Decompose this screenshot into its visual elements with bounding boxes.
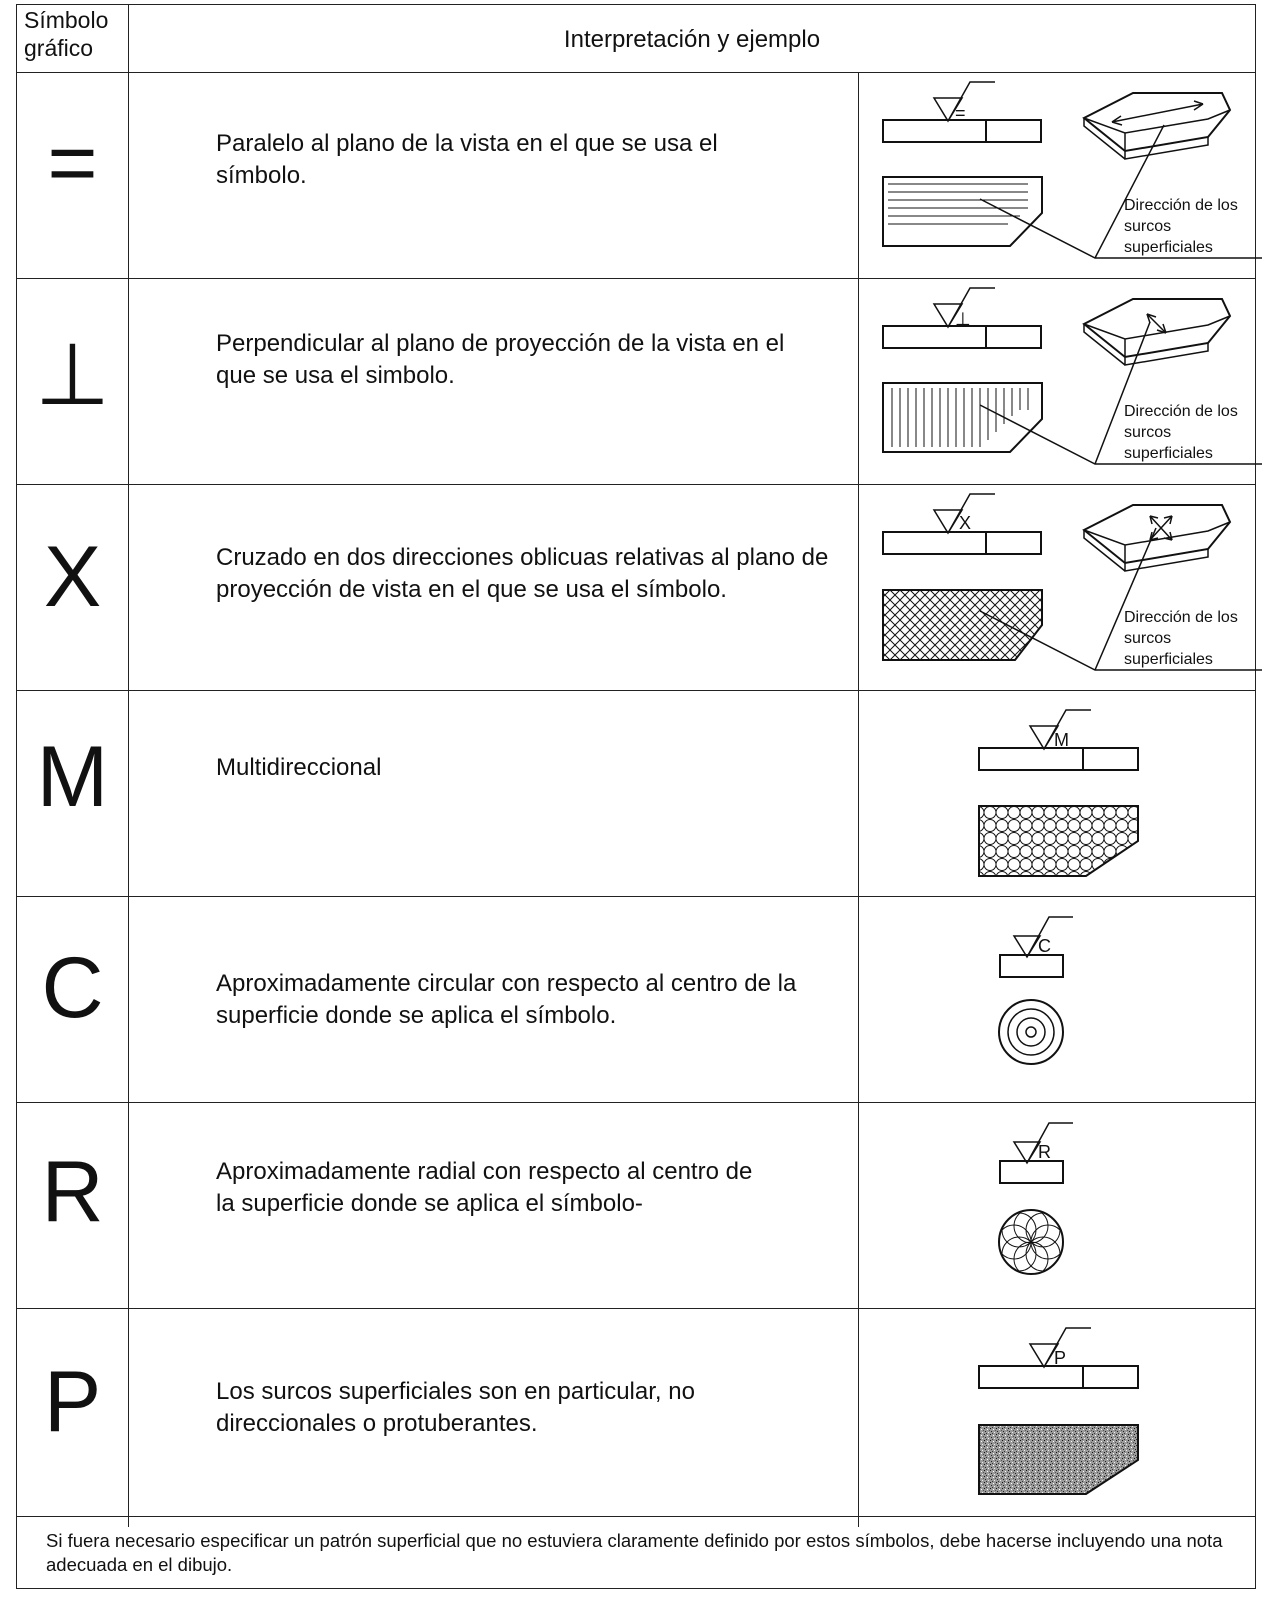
description-circular: Aproximadamente circular con respecto al centro de la superficie donde se aplica el símbolo.: [216, 970, 797, 1029]
marker-radial: R: [1038, 1142, 1051, 1162]
label-line3: superficiales: [1124, 651, 1213, 668]
marker-multidirectional: M: [1054, 730, 1069, 750]
footer-note: Si fuera necesario especificar un patrón superficial que no estuviera claramente definido por estos símbolos, debe hacerse incluyendo una nota adecuada en el dibujo.: [46, 1530, 1223, 1575]
symbol-parallel: =: [47, 115, 98, 211]
marker-circular: C: [1038, 936, 1051, 956]
example-circular: [999, 917, 1073, 1064]
label-line1: Dirección de los: [1124, 197, 1238, 214]
example-particulate: [979, 1328, 1138, 1494]
label-line2: surcos: [1124, 218, 1172, 235]
description-perpendicular: Perpendicular al plano de proyección de la vista en el que se usa el simbolo.: [216, 330, 785, 389]
description-radial: Aproximadamente radial con respecto al centro de la superficie donde se aplica el símbolo-: [216, 1158, 753, 1217]
description-particulate: Los surcos superficiales son en particular, no direccionales o protuberantes.: [216, 1378, 695, 1437]
example-radial: [997, 1123, 1073, 1276]
example-parallel: [883, 82, 1262, 258]
marker-particulate: P: [1054, 1348, 1067, 1368]
description-crossed: Cruzado en dos direcciones oblicuas relativas al plano de proyección de vista en el que se usa el símbolo.: [216, 544, 829, 603]
label-line3: superficiales: [1124, 445, 1213, 462]
symbol-radial: R: [41, 1144, 104, 1240]
symbol-perpendicular: ⊥: [35, 327, 110, 423]
marker-perpendicular: ⊥: [955, 309, 971, 329]
header-interpretation: Interpretación y ejemplo: [563, 26, 821, 53]
header-symbol-line1: Símbolo: [24, 7, 109, 33]
label-line1: Dirección de los: [1124, 403, 1238, 420]
label-line2: surcos: [1124, 630, 1172, 647]
label-line2: surcos: [1124, 424, 1172, 441]
symbol-crossed: X: [43, 529, 102, 625]
label-line3: superficiales: [1124, 239, 1213, 256]
example-perpendicular: [883, 288, 1262, 464]
marker-parallel: =: [955, 103, 966, 123]
marker-crossed: X: [959, 513, 972, 533]
description-multidirectional: Multidireccional: [216, 754, 382, 781]
symbol-particulate: P: [43, 1354, 102, 1450]
example-multidirectional: [979, 710, 1138, 876]
example-crossed: [883, 494, 1262, 670]
label-line1: Dirección de los: [1124, 609, 1238, 626]
symbol-multidirectional: M: [36, 729, 109, 825]
symbol-circular: C: [41, 940, 104, 1036]
header-symbol-line2: gráfico: [24, 35, 94, 61]
description-parallel: Paralelo al plano de la vista en el que se usa el símbolo.: [216, 130, 718, 189]
